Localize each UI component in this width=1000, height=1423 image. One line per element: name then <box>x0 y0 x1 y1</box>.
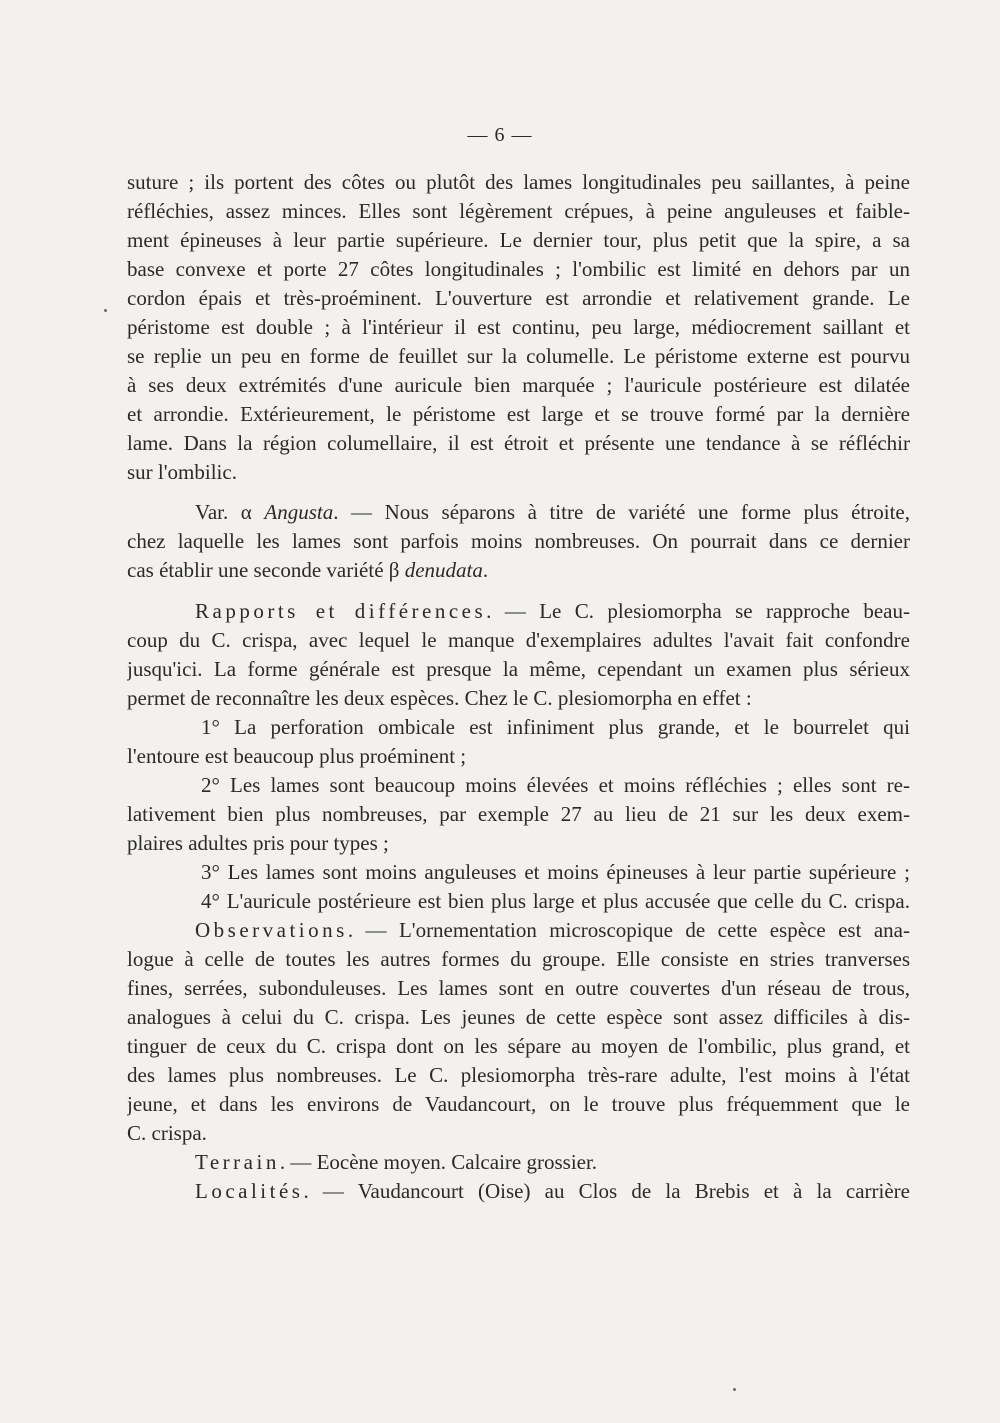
text-line: permet de reconnaître les deux espèces. Chez le C. plesiomorpha en effet : <box>127 686 752 710</box>
variety-paragraph <box>127 498 910 585</box>
text-line: C. crispa. <box>127 1121 207 1145</box>
text-line: Rapports et différences. — Le C. plesiomorpha se rapproche beau- <box>195 599 910 623</box>
text-line: plaires adultes pris pour types ; <box>127 831 389 855</box>
subvariety-name: denudata <box>404 558 483 582</box>
page-number: — 6 — <box>467 124 533 146</box>
comparison-section <box>127 597 910 1206</box>
text-line: logue à celle de toutes les autres formes du groupe. Elle consiste en stries tranverses <box>127 947 910 971</box>
text-line: suture ; ils portent des côtes ou plutôt des lames longitudinales peu saillantes, à peine <box>127 170 910 194</box>
text-line: jusqu'ici. La forme générale est presque la même, cependant un examen plus sérieux <box>127 657 910 681</box>
text-line: Observations. — L'ornementation microscopique de cette espèce est ana- <box>195 918 910 942</box>
text-line: Terrain. — Eocène moyen. Calcaire grossier. <box>195 1150 598 1174</box>
paper-speck <box>733 1388 736 1391</box>
text-line: Localités. — Vaudancourt (Oise) au Clos de la Brebis et à la carrière <box>195 1179 910 1203</box>
section-heading-rapports: Rapports et différences <box>195 599 487 623</box>
list-item: 2° Les lames sont beaucoup moins élevées et moins réfléchies ; elles sont re- <box>201 773 910 797</box>
text-line: lativement bien plus nombreuses, par exemple 27 au lieu de 21 sur les deux exem- <box>127 802 910 826</box>
list-item: 1° La perforation ombicale est infiniment plus grande, et le bourrelet qui <box>201 715 910 739</box>
paper-speck <box>104 309 107 312</box>
list-item: 4° L'auricule postérieure est bien plus large et plus accusée que celle du C. crispa. <box>201 889 910 913</box>
description-paragraph <box>127 168 910 487</box>
variety-name: Angusta <box>264 500 334 524</box>
text-line: Var. α Angusta. — Nous séparons à titre de variété une forme plus étroite, <box>195 500 910 524</box>
text-line: des lames plus nombreuses. Le C. plesiomorpha très-rare adulte, l'est moins à l'état <box>127 1063 910 1087</box>
text-line: jeune, et dans les environs de Vaudancourt, on le trouve plus fréquemment que le <box>127 1092 910 1116</box>
list-item: 3° Les lames sont moins anguleuses et moins épineuses à leur partie supérieure ; <box>201 860 910 884</box>
text-line: coup du C. crispa, avec lequel le manque d'exemplaires adultes l'avait fait confondre <box>127 628 910 652</box>
text-line: cas établir une seconde variété β denudata. <box>127 558 489 582</box>
variety-label: Var. α <box>195 500 265 524</box>
text-line: tinguer de ceux du C. crispa dont on les sépare au moyen de l'ombilic, plus grand, et <box>127 1034 910 1058</box>
section-heading-terrain: Terrain <box>195 1150 280 1174</box>
text-line: fines, serrées, subonduleuses. Les lames sont en outre couvertes d'un réseau de trous, <box>127 976 910 1000</box>
text-line: et arrondie. Extérieurement, le péristome est large et se trouve formé par la dernière <box>127 402 910 426</box>
text-line: lame. Dans la région columellaire, il est étroit et présente une tendance à se réfléchir <box>127 431 910 455</box>
text-line: à ses deux extrémités d'une auricule bien marquée ; l'auricule postérieure est dilatée <box>127 373 910 397</box>
section-heading-observations: Observations <box>195 918 348 942</box>
text-line: base convexe et porte 27 côtes longitudinales ; l'ombilic est limité en dehors par un <box>127 257 910 281</box>
text-line: l'entoure est beaucoup plus proéminent ; <box>127 744 467 768</box>
text-line: réfléchies, assez minces. Elles sont légèrement crépues, à peine anguleuses et faible- <box>127 199 910 223</box>
text-line: chez laquelle les lames sont parfois moins nombreuses. On pourrait dans ce dernier <box>127 529 910 553</box>
text-line: analogues à celui du C. crispa. Les jeunes de cette espèce sont assez difficiles à dis- <box>127 1005 910 1029</box>
text-line: cordon épais et très-proéminent. L'ouverture est arrondie et relativement grande. Le <box>127 286 910 310</box>
text-line: se replie un peu en forme de feuillet sur la columelle. Le péristome externe est pourvu <box>127 344 910 368</box>
text-line: sur l'ombilic. <box>127 460 237 484</box>
text-line: péristome est double ; à l'intérieur il est continu, peu large, médiocrement saillant et <box>127 315 910 339</box>
text-line: ment épineuses à leur partie supérieure. Le dernier tour, plus petit que la spire, a sa <box>127 228 910 252</box>
section-heading-localites: Localités <box>195 1179 304 1203</box>
